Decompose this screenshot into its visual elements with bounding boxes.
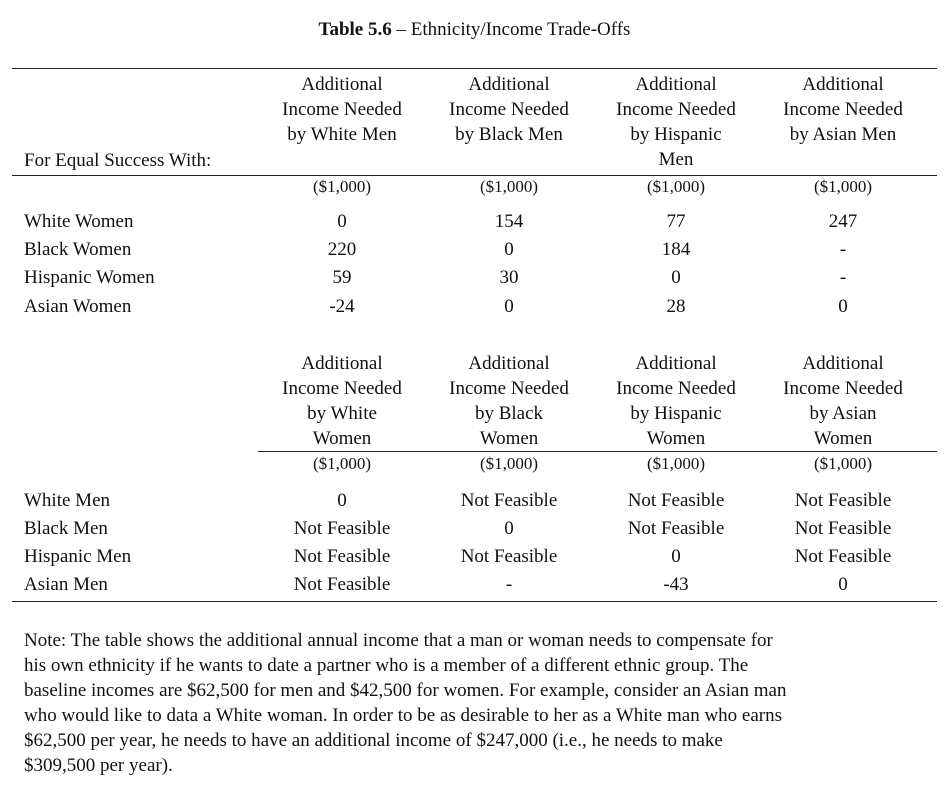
table-cell: Not Feasible	[460, 490, 558, 511]
table-cell: Not Feasible	[794, 490, 892, 511]
note-line: baseline incomes are $62,500 for men and $42,500 for women. For example, consider an Asian man	[24, 680, 787, 701]
table-cell: -24	[329, 296, 355, 317]
note-line: his own ethnicity if he wants to date a partner who is a member of a different ethnic group. The	[24, 655, 749, 676]
note-line: $309,500 per year).	[24, 755, 173, 776]
bottom-unit: ($1,000)	[312, 454, 372, 473]
table-cell: 220	[327, 239, 357, 260]
table-cell: Not Feasible	[293, 574, 391, 595]
bottom-col-header-white-women: Additional Income Needed by White Women	[282, 353, 402, 449]
table-number: Table 5.6	[318, 19, 392, 40]
top-unit: ($1,000)	[646, 177, 706, 196]
top-unit: ($1,000)	[479, 177, 539, 196]
table-cell: Not Feasible	[293, 546, 391, 567]
bottom-unit: ($1,000)	[479, 454, 539, 473]
row-label: Asian Men	[24, 574, 108, 595]
note-line: Note: The table shows the additional annual income that a man or woman needs to compensate for	[24, 630, 773, 651]
table-cell: Not Feasible	[794, 546, 892, 567]
bottom-unit: ($1,000)	[646, 454, 706, 473]
row-label: Hispanic Men	[24, 546, 132, 567]
table-cell: 0	[504, 239, 514, 260]
top-unit: ($1,000)	[312, 177, 372, 196]
bottom-unit: ($1,000)	[813, 454, 873, 473]
table-cell: -	[839, 239, 847, 260]
row-label: Asian Women	[24, 296, 132, 317]
top-col-header-black-men: Additional Income Needed by Black Men	[449, 74, 569, 145]
table-cell: Not Feasible	[293, 518, 391, 539]
table-cell: 0	[671, 267, 681, 288]
bottom-rule	[12, 601, 937, 602]
table-cell: 0	[337, 490, 347, 511]
bottom-col-header-black-women: Additional Income Needed by Black Women	[449, 353, 569, 449]
top-col-header-hispanic-men: Additional Income Needed by Hispanic Men	[616, 74, 736, 170]
table-cell: Not Feasible	[627, 490, 725, 511]
table-cell: 59	[332, 267, 352, 288]
row-label: Black Women	[24, 239, 132, 260]
row-label: Hispanic Women	[24, 267, 155, 288]
stub-header: For Equal Success With:	[24, 150, 212, 171]
table-cell: 28	[666, 296, 686, 317]
table-cell: 77	[666, 211, 686, 232]
title-separator: –	[391, 19, 411, 40]
table-cell: 184	[661, 239, 691, 260]
table-cell: Not Feasible	[460, 546, 558, 567]
table-cell: -	[839, 267, 847, 288]
top-col-header-asian-men: Additional Income Needed by Asian Men	[783, 74, 903, 145]
row-label: Black Men	[24, 518, 108, 539]
table-cell: 0	[838, 574, 848, 595]
note-line: $62,500 per year, he needs to have an additional income of $247,000 (i.e., he needs to make	[24, 730, 723, 751]
top-unit: ($1,000)	[813, 177, 873, 196]
table-cell: -43	[663, 574, 689, 595]
row-label: White Men	[24, 490, 111, 511]
table-cell: Not Feasible	[627, 518, 725, 539]
bottom-header-rule	[258, 451, 937, 452]
table-title-text: Ethnicity/Income Trade-Offs	[410, 19, 631, 40]
table-note	[24, 628, 929, 778]
top-rule	[12, 68, 937, 69]
table-cell: 0	[504, 296, 514, 317]
table-cell: 0	[671, 546, 681, 567]
table-cell: Not Feasible	[794, 518, 892, 539]
top-col-header-white-men: Additional Income Needed by White Men	[282, 74, 402, 145]
table-cell: 247	[828, 211, 858, 232]
table-cell: 30	[499, 267, 519, 288]
bottom-col-header-hispanic-women: Additional Income Needed by Hispanic Women	[616, 353, 736, 449]
row-label: White Women	[24, 211, 134, 232]
table-cell: 0	[337, 211, 347, 232]
table-cell: 154	[494, 211, 524, 232]
table-cell: 0	[504, 518, 514, 539]
table-cell: 0	[838, 296, 848, 317]
note-line: who would like to data a White woman. In order to be as desirable to her as a White man who earns	[24, 705, 783, 726]
table-title	[0, 19, 949, 41]
bottom-col-header-asian-women: Additional Income Needed by Asian Women	[783, 353, 903, 449]
table-cell: -	[505, 574, 513, 595]
